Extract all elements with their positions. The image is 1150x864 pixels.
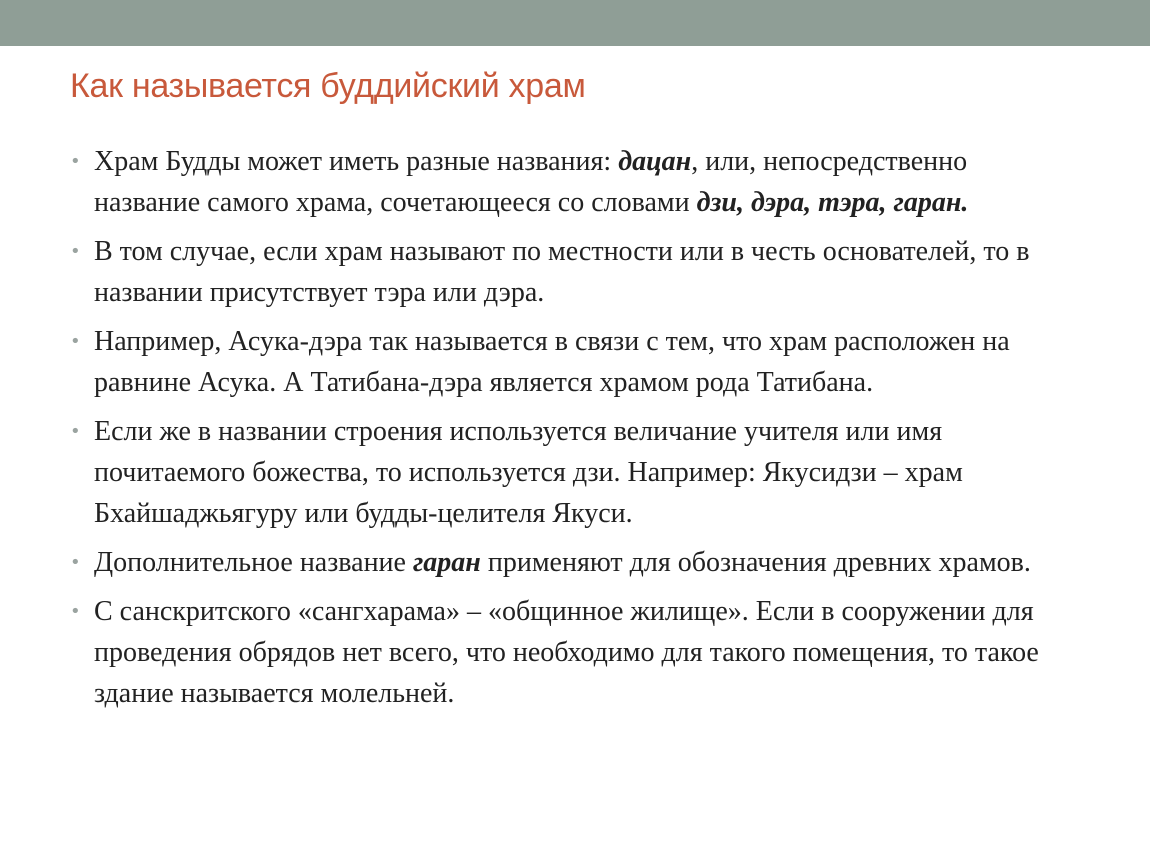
bullet-text: , или, непосредственно название самого храма, сочетающееся со словами bbox=[94, 146, 968, 218]
bullet-list bbox=[70, 141, 1070, 722]
bullet-text: Дополнительное название bbox=[94, 547, 413, 578]
bullet-marker: • bbox=[70, 151, 81, 172]
bullet-marker: • bbox=[70, 601, 81, 622]
bullet-item-3 bbox=[70, 321, 1070, 403]
bullet-text: Если же в названии строения используется величание учителя или имя почитаемого божества, то используется дзи. Например: Якусидзи – храм Бхайшаджьягуру или будды-целителя Якуси. bbox=[94, 416, 963, 529]
bullet-text: С санскритского «сангхарама» – «общинное жилище». Если в сооружении для проведения обрядов нет всего, что необходимо для такого помещения, то такое здание называется молельней. bbox=[94, 596, 1039, 709]
bullet-text: Храм Будды может иметь разные названия: bbox=[94, 146, 619, 177]
bullet-marker: • bbox=[70, 421, 81, 442]
bullet-marker: • bbox=[70, 331, 81, 352]
emphasis-term: дацан bbox=[618, 146, 692, 177]
bullet-text: В том случае, если храм называют по местности или в честь основателей, то в названии присутствует тэра или дэра. bbox=[94, 236, 1030, 308]
bullet-text: Например, Асука-дэра так называется в связи с тем, что храм расположен на равнине Асука. А Татибана-дэра является храмом рода Татибана. bbox=[94, 326, 1010, 398]
bullet-item-6 bbox=[70, 591, 1070, 714]
bullet-item-5 bbox=[70, 542, 1070, 583]
top-band bbox=[0, 0, 1150, 46]
bullet-item-2 bbox=[70, 231, 1070, 313]
emphasis-term: дзи, дэра, тэра, гаран. bbox=[696, 187, 969, 218]
bullet-marker: • bbox=[70, 241, 81, 262]
emphasis-term: гаран bbox=[412, 547, 481, 578]
bullet-text: применяют для обозначения древних храмов. bbox=[480, 547, 1031, 578]
slide-title: Как называется буддийский храм bbox=[70, 67, 586, 105]
bullet-item-4 bbox=[70, 411, 1070, 534]
bullet-item-1 bbox=[70, 141, 1070, 223]
bullet-marker: • bbox=[70, 552, 81, 573]
